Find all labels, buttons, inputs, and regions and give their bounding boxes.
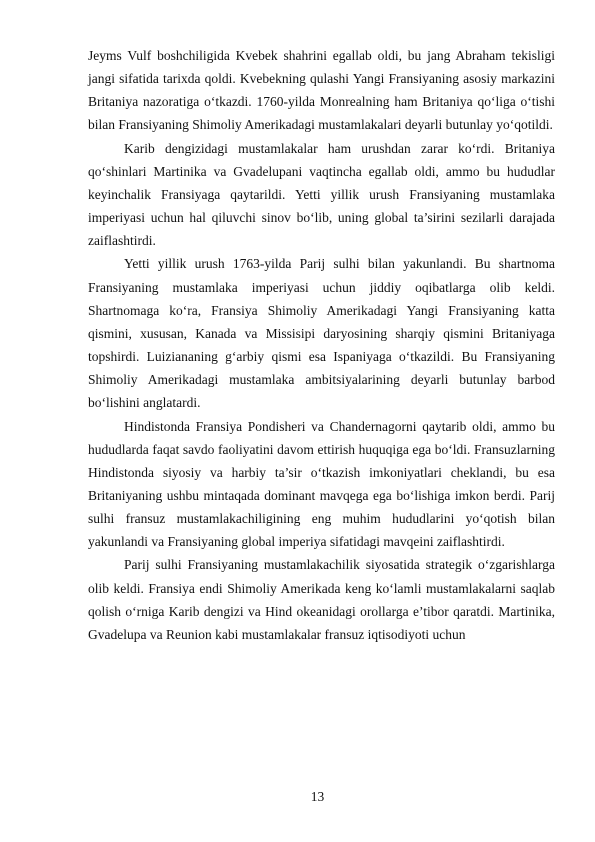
paragraph-3: Yetti yillik urush 1763-yilda Parij sulhi bilan yakunlandi. Bu shartnoma Fransiyaning mustamlaka imperiyasi uchun jiddiy oqibatlarga olib keldi. Shartnomaga ko‘ra, Fransiya Shimoliy Amerikadagi Yangi Fransiyaning katta qismini, xususan, Kanada va Missisipi daryosining sharqiy qismini Britaniyaga topshirdi. Luiziananing g‘arbiy qismi esa Ispaniyaga o‘tkazildi. Bu Fransiyaning Shimoliy Amerikadagi mustamlaka ambitsiyalarining deyarli butunlay barbod bo‘lishini anglatardi. <box>88 256 555 411</box>
body-text <box>88 44 555 646</box>
page-number: 13 <box>310 789 325 804</box>
paragraph-2: Karib dengizidagi mustamlakalar ham urushdan zarar ko‘rdi. Britaniya qo‘shinlari Martinika va Gvadelupani vaqtincha egallab oldi, ammo bu hududlar keyinchalik Fransiyaga qaytarildi. Yetti yillik urush Fransiyaning mustamlaka imperiyasi uchun hal qiluvchi sinov bo‘lib, uning global ta’sirini sezilarli darajada zaiflashtirdi. <box>88 140 555 249</box>
paragraph-5: Parij sulhi Fransiyaning mustamlakachilik siyosatida strategik o‘zgarishlarga olib keldi. Fransiya endi Shimoliy Amerikada keng ko‘lamli mustamlakalarni saqlab qolish o‘rniga Karib dengizi va Hind okeanidagi orollarga e’tibor qaratdi. Martinika, Gvadelupa va Reunion kabi mustamlakalar fransuz iqtisodiyoti uchun <box>88 557 555 642</box>
paragraph-4: Hindistonda Fransiya Pondisheri va Chandernagorni qaytarib oldi, ammo bu hududlarda faqat savdo faoliyatini davom ettirish huquqiga ega bo‘ldi. Fransuzlarning Hindistonda siyosiy va harbiy ta’sir o‘tkazish imkoniyatlari cheklandi, bu esa Britaniyaning ushbu mintaqada dominant mavqega ega bo‘lishiga imkon berdi. Parij sulhi fransuz mustamlakachiligining eng muhim hududlarini yo‘qotish bilan yakunlandi va Fransiyaning global imperiya sifatidagi mavqeini zaiflashtirdi. <box>88 418 555 550</box>
paragraph-1: Jeyms Vulf boshchiligida Kvebek shahrini egallab oldi, bu jang Abraham tekisligi jangi sifatida tarixda qoldi. Kvebekning qulashi Yangi Fransiyaning asosiy markazini Britaniya nazoratiga o‘tkazdi. 1760-yilda Monrealning ham Britaniya qo‘liga o‘tishi bilan Fransiyaning Shimoliy Amerikadagi mustamlakalari deyarli butunlay yo‘qotildi. <box>88 48 555 133</box>
